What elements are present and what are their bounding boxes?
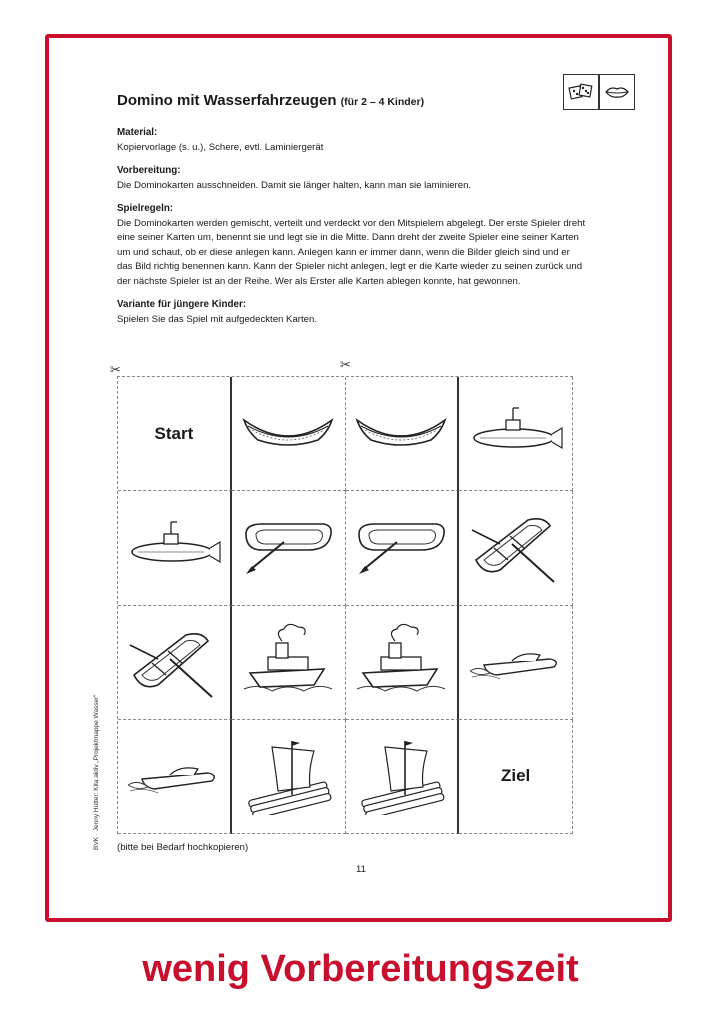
title-subtitle: (für 2 – 4 Kinder) <box>340 96 425 108</box>
activity-icons <box>563 74 635 110</box>
card-raft-cell <box>232 720 346 834</box>
steamboat-icon <box>238 619 338 706</box>
side-credit: BVK · Jenny Hütter: Kita aktiv „Projektmappe Wasser“ <box>93 694 100 850</box>
variant-heading: Variante für jüngere Kinder: <box>117 299 247 310</box>
dice-icon <box>563 74 599 110</box>
banner-text: wenig Vorbereitungszeit <box>142 948 579 990</box>
card-steamboat-cell <box>232 606 346 720</box>
lips-icon <box>599 74 635 110</box>
preparation-heading: Vorbereitung: <box>117 165 181 176</box>
raft-icon <box>238 733 338 820</box>
card-raft-cell <box>346 720 460 834</box>
scissors-icon: ✂ <box>110 362 121 377</box>
page-title <box>117 92 424 109</box>
card-steamboat-cell <box>346 606 460 720</box>
dinghy-icon <box>238 504 338 591</box>
submarine-icon <box>466 390 566 477</box>
scissors-icon: ✂ <box>340 357 351 372</box>
rules-text: Die Dominokarten werden gemischt, verteilt und verdeckt vor den Mitspielern abgelegt. Der erste Spieler dreht eine seiner Karten um, benennt sie und legt sie in die Mitte. Dann dreht der zweite Spieler eine seiner Karten um und schaut, ob er diese anlegen kann. Anlegen kann er immer dann, wenn die Bilder gleich sind und er das Bild richtig benennen kann. Kann der Spieler nicht anlegen, legt er die Karte wieder zu seinen zurück und der nächste Spieler ist an der Reihe. Wer als Erster alle Karten ablegen konnte, hat gewonnen. <box>117 217 586 287</box>
card-label-cell <box>459 720 573 834</box>
card-speedboat-cell <box>118 720 232 834</box>
rowboat-icon <box>124 619 224 706</box>
card-rowboat-cell <box>118 606 232 720</box>
domino-cards-grid <box>117 376 573 834</box>
speedboat-icon <box>124 733 224 820</box>
card-label: Ziel <box>500 766 531 786</box>
title-main: Domino mit Wasserfahrzeugen <box>117 92 337 109</box>
page-number: 11 <box>356 864 366 875</box>
submarine-icon <box>124 504 224 591</box>
canoe-icon <box>351 390 451 477</box>
canoe-icon <box>238 390 338 477</box>
dinghy-icon <box>351 504 451 591</box>
card-canoe-cell <box>346 377 460 491</box>
copy-note: (bitte bei Bedarf hochkopieren) <box>117 842 249 853</box>
steamboat-icon <box>351 619 451 706</box>
material-heading: Material: <box>117 127 158 138</box>
rowboat-icon <box>466 504 566 591</box>
speedboat-icon <box>466 619 566 706</box>
preparation-text: Die Dominokarten ausschneiden. Damit sie länger halten, kann man sie laminieren. <box>117 179 472 191</box>
raft-icon <box>351 733 451 820</box>
card-submarine-cell <box>118 491 232 605</box>
card-submarine-cell <box>459 377 573 491</box>
card-dinghy-cell <box>232 491 346 605</box>
variant-text: Spielen Sie das Spiel mit aufgedeckten Karten. <box>117 313 317 325</box>
card-speedboat-cell <box>459 606 573 720</box>
instructions <box>117 126 587 336</box>
card-rowboat-cell <box>459 491 573 605</box>
material-text: Kopiervorlage (s. u.), Schere, evtl. Laminiergerät <box>117 141 324 153</box>
card-dinghy-cell <box>346 491 460 605</box>
rules-heading: Spielregeln: <box>117 203 174 214</box>
card-label-cell <box>118 377 232 491</box>
card-canoe-cell <box>232 377 346 491</box>
card-label: Start <box>154 423 194 443</box>
